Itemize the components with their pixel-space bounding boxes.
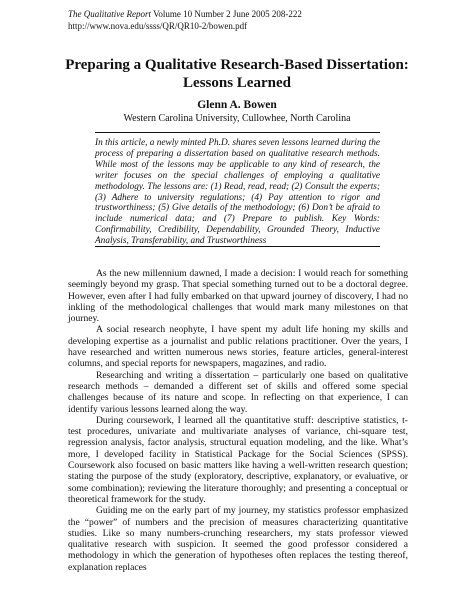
abstract-bottom-rule xyxy=(95,246,380,247)
title-line-1: Preparing a Qualitative Research-Based Dissertation: xyxy=(65,57,409,73)
abstract-top-rule xyxy=(95,132,380,133)
body-paragraph: Guiding me on the early part of my journey, my statistics professor emphasized the “power” of numbers and the precision of measures characterizing quantitative studies. Like so many numbers-crunching researchers, my stats professor viewed qualitative research with suspicion. It seemed the good professor considered a methodology in which the generation of hypotheses often replaces the testing thereof, explanation replaces xyxy=(68,505,408,573)
title-line-2: Lessons Learned xyxy=(183,75,291,91)
header-citation xyxy=(68,9,408,21)
running-header xyxy=(68,9,408,32)
paper-title xyxy=(50,56,424,92)
body-text xyxy=(68,268,408,573)
body-paragraph: Researching and writing a dissertation – particularly one based on qualitative research methods – demanded a different set of skills and offered some special challenges because of its nature and scope. In reflecting on that experience, I can identify various lessons learned along the way. xyxy=(68,369,408,415)
keywords-label: Key Words: xyxy=(331,214,381,225)
body-paragraph: As the new millennium dawned, I made a decision: I would reach for something seemingly beyond my grasp. That special something turned out to be a doctoral degree. However, even after I had fully embarked on that upward journey of discovery, I had no inkling of the methodological challenges that would mark many milestones on that journey. xyxy=(68,268,408,325)
issue-info: Volume 10 Number 2 June 2005 208-222 xyxy=(153,9,302,19)
keywords-text: Confirmability, Credibility, Dependability, Grounded Theory, Inductive Analysis, Transferability, and Trustworthiness xyxy=(95,225,380,247)
journal-name: The Qualitative Report xyxy=(68,9,151,19)
abstract xyxy=(95,138,380,247)
body-paragraph: During coursework, I learned all the quantitative stuff: descriptive statistics, t-test procedures, univariate and multivariate analyses of variance, chi-square test, regression analysis, factor analysis, structural equation modeling, and the like. What’s more, I developed facility in Statistical Package for the Social Sciences (SPSS). Coursework also focused on basic matters like having a well-written research question; stating the purpose of the study (exploratory, descriptive, explanatory, or evaluative, or some combination); reviewing the literature thoroughly; and presenting a conceptual or theoretical framework for the study. xyxy=(68,414,408,505)
article-url[interactable]: http://www.nova.edu/ssss/QR/QR10-2/bowen.pdf xyxy=(68,20,248,31)
author-affiliation: Western Carolina University, Cullowhee, North Carolina xyxy=(123,113,351,124)
author-name: Glenn A. Bowen xyxy=(197,99,277,111)
body-paragraph: A social research neophyte, I have spent my adult life honing my skills and developing expertise as a journalist and public relations practitioner. Over the years, I have researched and written numerous news stories, feature articles, general-interest columns, and special reports for newspapers, magazines, and radio. xyxy=(68,324,408,370)
abstract-text: In this article, a newly minted Ph.D. shares seven lessons learned during the process of preparing a dissertation based on qualitative research methods. While most of the lessons may be applicable to any kind of research, the writer focuses on the special challenges of employing a qualitative methodology. The lessons are: (1) Read, read, read; (2) Consult the experts; (3) Adhere to university regulations; (4) Pay attention to rigor and trustworthiness; (5) Give details of the methodology; (6) Don’t be afraid to include numerical data; and (7) Prepare to publish. xyxy=(95,138,380,225)
